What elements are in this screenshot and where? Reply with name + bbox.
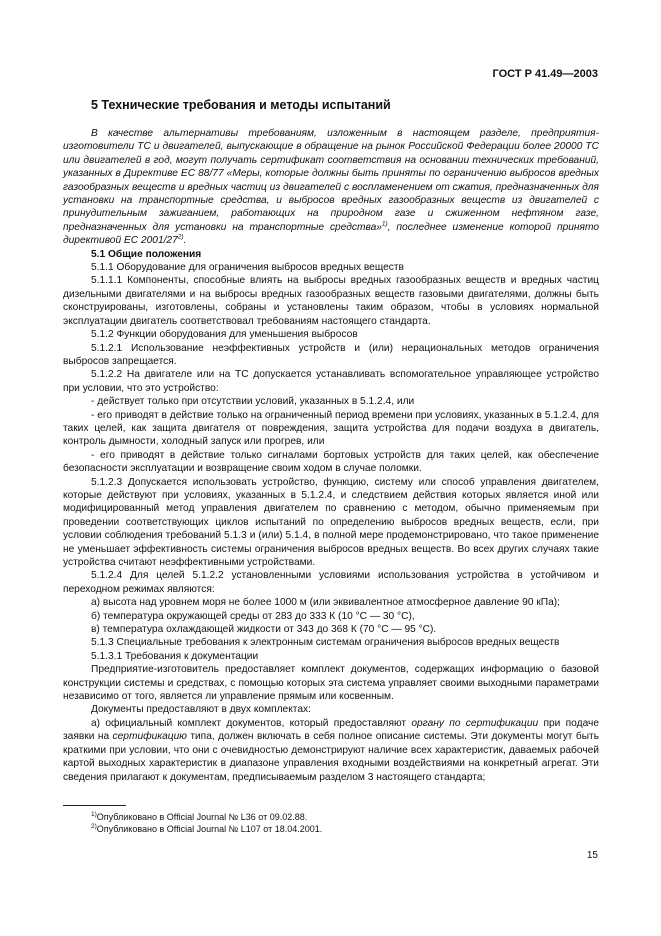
footnote-divider (63, 805, 126, 806)
standard-id: ГОСТ Р 41.49—2003 (492, 68, 598, 80)
intro-paragraph: В качестве альтернативы требованиям, изложенным в настоящем разделе, предприятия-изготовители ТС и двигателей, выпускающие в обращение на рынок Российской Федерации более 20000 ТС или двигателей в год, могут получать сертификат соответствия на основании технических требований, указанных в Директиве ЕС 88/77 «Меры, которые должны быть приняты по ограничению выбросов вредных газообразных веществ и вредных частиц из двигателей с воспламенением от сжатия, предназначенных для установки на транспортные средства, и выбросов вредных газообразных веществ из двигателей с принудительным зажиганием, работающих на природном газе и сжиженном нефтяном газе, предназначенных для установки на транспортные средства»$^{1)}$, последнее изменение которой принято директивой ЕС 2001/27$^{2)}$. (63, 128, 599, 247)
footnote-text: Опубликовано в Official Journal № L107 от 18.04.2001. (96, 824, 323, 834)
paragraph-list (63, 248, 599, 717)
footnote-mark: 1) (91, 811, 97, 818)
paragraph: в) температура охлаждающей жидкости от 343 до 368 К (70 °С — 95 °С). (91, 624, 437, 636)
paragraph: 5.1.2.2 На двигателе или на ТС допускается устанавливать вспомогательное управляющее устройство при условии, что это устройство: (63, 369, 599, 394)
paragraph: 5.1 Общие положения (91, 248, 202, 260)
footnotes (91, 811, 591, 835)
section-title: 5 Технические требования и методы испытаний (91, 98, 391, 112)
paragraph: а) высота над уровнем моря не более 1000 м (или эквивалентное атмосферное давление 90 кПа); (91, 597, 561, 609)
paragraph: б) температура окружающей среды от 283 до 333 К (10 °С — 30 °С), (91, 610, 415, 622)
paragraph: 5.1.2.4 Для целей 5.1.2.2 установленными условиями использования устройства в устойчивом и переходном режимах являются: (63, 570, 599, 595)
footnote-mark: 2) (91, 823, 97, 830)
document-body (63, 127, 599, 784)
paragraph: - действует только при отсутствии условий, указанных в 5.1.2.4, или (91, 396, 415, 408)
footnote (91, 823, 591, 835)
paragraph: 5.1.1.1 Компоненты, способные влиять на выбросы вредных газообразных веществ и вредных частиц дизельными двигателями и на выбросы вредных газообразных веществ газовыми двигателями, должны быть сконструированы, изготовлены, собраны и установлены таким образом, чтобы в условиях нормальной эксплуатации двигатель соответствовал требованиям настоящего стандарта. (63, 275, 599, 327)
paragraph: 5.1.2 Функции оборудования для уменьшения выбросов (91, 329, 358, 341)
paragraph: - его приводят в действие только на ограниченный период времени при условиях, указанных в 5.1.2.4, для таких целей, как защита двигателя от повреждения, защита устройства для подачи воздуха в двигатель, контроль дымности, холодный запуск или прогрев, или (63, 409, 599, 448)
paragraph: 5.1.3.1 Требования к документации (91, 650, 259, 662)
paragraph: 5.1.2.3 Допускается использовать устройство, функцию, систему или способ управления двигателем, которые действуют при условиях, указанных в 5.1.2.4, и следствием действия которых является иной или модифицированный метод управления двигателем по сравнению с методом, обычно применяемым при проведении соответствующих циклов испытаний по определению выбросов вредных веществ, если, при условии соблюдения требований 5.1.3 и (или) 5.1.4, в полной мере продемонстрировано, что такое применение не уменьшает эффективность системы ограничения выбросов вредных веществ. Во всех других случаях такие устройства считают неэффективными устройствами. (63, 476, 599, 568)
page-number: 15 (586, 850, 598, 861)
footnote-text: Опубликовано в Official Journal № L36 от 09.02.88. (96, 812, 308, 822)
paragraph: а) официальный комплект документов, который предоставляют органу по сертификации при подаче заявки на сертификацию типа, должен включать в себя полное описание системы. Эти документы могут быть краткими при условии, что они с очевидностью демонстрируют наличие всех характеристик, даваемых рабочей картой выходных характеристик в диапазоне управления входными воздействиями на конкретный агрегат. Эти сведения прилагают к документам, предписываемым разделом 3 настоящего стандарта; (63, 717, 599, 783)
footnote (91, 811, 591, 823)
paragraph: Документы предоставляют в двух комплектах: (91, 704, 311, 716)
paragraph: 5.1.1 Оборудование для ограничения выбросов вредных веществ (91, 262, 404, 274)
paragraph: - его приводят в действие только сигналами бортовых устройств для таких целей, как обеспечение безопасности эксплуатации и возвращение своим ходом в случае поломки. (63, 449, 599, 475)
paragraph: 5.1.2.1 Использование неэффективных устройств и (или) нерациональных методов ограничения выбросов запрещается. (63, 342, 599, 367)
paragraph: Предприятие-изготовитель предоставляет комплект документов, содержащих информацию о базовой конструкции системы и средствах, с помощью которых эта система управляет своими выходными параметрами независимо от того, является ли управление прямым или косвенным. (63, 664, 599, 703)
paragraph: 5.1.3 Специальные требования к электронным системам ограничения выбросов вредных веществ (91, 637, 560, 649)
